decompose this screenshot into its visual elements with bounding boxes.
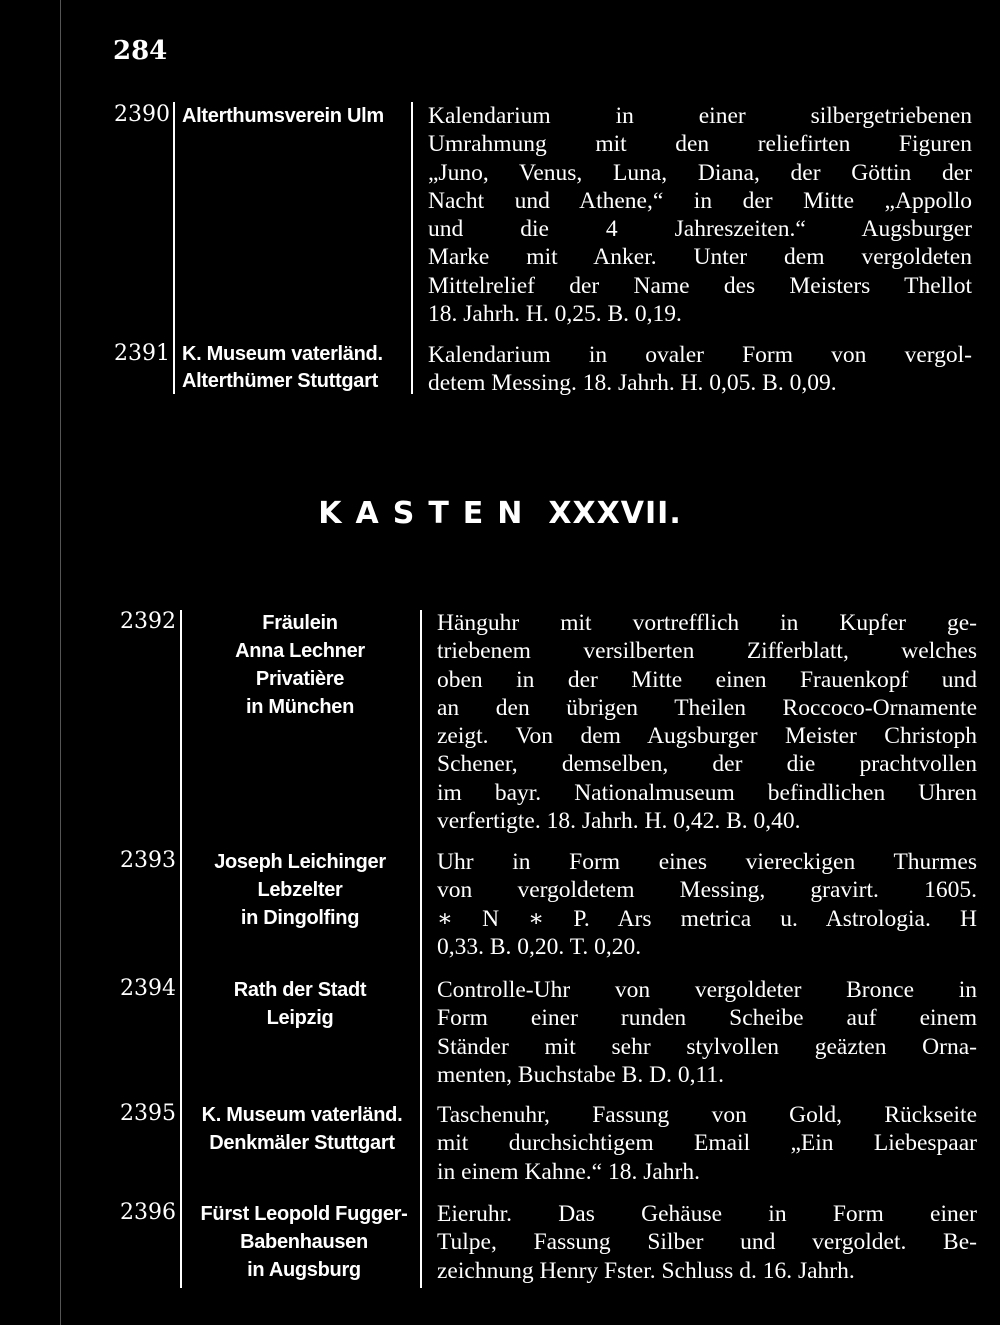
- description-line: in einem Kahne.“ 18. Jahrh.: [437, 1158, 700, 1185]
- entry-lender: [184, 848, 416, 932]
- lender-line: Joseph Leichinger: [214, 851, 386, 873]
- description-line: „Juno, Venus, Luna, Diana, der Göttin der: [428, 159, 972, 186]
- description-line: Form einer runden Scheibe auf einem: [437, 1005, 977, 1032]
- description-line: Hänguhr mit vortrefflich in Kupfer ge-: [437, 610, 977, 636]
- entry-number: 2394: [120, 976, 176, 1001]
- lender-line: Anna Lechner: [235, 640, 365, 662]
- description-line: menten, Buchstabe B. D. 0,11.: [437, 1061, 724, 1088]
- column-divider-right: [420, 610, 422, 1288]
- lender-line: in Dingolfing: [240, 907, 360, 929]
- description-line: detem Messing. 18. Jahrh. H. 0,05. B. 0,09.: [428, 370, 837, 397]
- description-line: und die 4 Jahreszeiten.“ Augsburger: [428, 216, 972, 243]
- lender-line: Rath der Stadt: [233, 979, 367, 1001]
- lender-line: Alterthumsverein Ulm: [182, 105, 384, 127]
- lender-line: Denkmäler Stuttgart: [209, 1132, 395, 1154]
- page-number: 284: [113, 36, 168, 66]
- description-line: ∗ N ∗ P. Ars metrica u. Astrologia. H: [437, 905, 977, 932]
- lender-line: Fräulein: [262, 612, 338, 634]
- entry-number: 2396: [120, 1200, 176, 1225]
- heading-numeral: XXXVII.: [548, 496, 682, 531]
- description-line: mit durchsichtigem Email „Ein Liebespaar: [437, 1130, 977, 1157]
- lender-line: Fürst Leopold Fugger-: [200, 1203, 408, 1225]
- lender-line: in Augsburg: [247, 1259, 361, 1281]
- lender-line: Babenhausen: [240, 1231, 368, 1253]
- entry-description: [437, 976, 977, 1089]
- description-line: Taschenuhr, Fassung von Gold, Rückseite: [437, 1102, 977, 1128]
- description-line: Ständer mit sehr stylvollen geäzten Orna-: [437, 1033, 977, 1060]
- lender-line: Alterthümer Stuttgart: [182, 370, 378, 392]
- entry-lender: [184, 976, 416, 1032]
- entry-description: [437, 609, 977, 835]
- entry-lender: [182, 341, 408, 395]
- entry-number: 2391: [114, 341, 170, 366]
- entry-lender: [184, 609, 416, 721]
- description-line: triebenem versilberten Zifferblatt, welches: [437, 638, 977, 665]
- entry-description: [428, 102, 972, 328]
- description-line: Mittelrelief der Name des Meisters Thellot: [428, 272, 972, 299]
- column-divider-left: [180, 610, 182, 1288]
- section-heading: [0, 496, 1000, 531]
- column-divider-right: [411, 102, 413, 394]
- description-line: zeigt. Von dem Augsburger Meister Christoph: [437, 723, 977, 750]
- description-line: Schener, demselben, der die prachtvollen: [437, 751, 977, 778]
- description-line: Tulpe, Fassung Silber und vergoldet. Be-: [437, 1229, 977, 1256]
- description-line: an den übrigen Theilen Roccoco-Ornamente: [437, 694, 977, 721]
- lender-line: Privatière: [255, 668, 345, 690]
- entry-description: [428, 341, 972, 398]
- description-line: Kalendarium in ovaler Form von vergol-: [428, 342, 972, 368]
- description-line: verfertigte. 18. Jahrh. H. 0,42. B. 0,40.: [437, 808, 801, 835]
- page-edge-line: [60, 0, 61, 1325]
- description-line: von vergoldetem Messing, gravirt. 1605.: [437, 877, 977, 904]
- lender-line: in München: [245, 696, 355, 718]
- description-line: Umrahmung mit den reliefirten Figuren: [428, 131, 972, 158]
- description-line: oben in der Mitte einen Frauenkopf und: [437, 666, 977, 693]
- lender-line: K. Museum vaterländ.: [182, 343, 383, 365]
- entry-lender: [184, 1200, 424, 1284]
- entry-description: [437, 848, 977, 961]
- entry-number: 2395: [120, 1101, 176, 1126]
- entry-lender: [184, 1101, 420, 1157]
- description-line: Uhr in Form eines viereckigen Thurmes: [437, 849, 977, 875]
- entry-number: 2390: [114, 102, 170, 127]
- entry-lender: [182, 102, 408, 130]
- description-line: Eieruhr. Das Gehäuse in Form einer: [437, 1201, 977, 1227]
- lender-line: Leipzig: [266, 1007, 334, 1029]
- lender-line: K. Museum vaterländ.: [201, 1104, 403, 1126]
- heading-word: KASTEN: [318, 496, 537, 531]
- entry-number: 2392: [120, 609, 176, 634]
- description-line: 0,33. B. 0,20. T. 0,20.: [437, 933, 642, 960]
- description-line: Controlle-Uhr von vergoldeter Bronce in: [437, 977, 977, 1003]
- column-divider-left: [173, 102, 175, 394]
- entry-description: [437, 1200, 977, 1285]
- description-line: 18. Jahrh. H. 0,25. B. 0,19.: [428, 301, 682, 328]
- description-line: Nacht und Athene,“ in der Mitte „Appollo: [428, 187, 972, 214]
- description-line: Marke mit Anker. Unter dem vergoldeten: [428, 244, 972, 271]
- entry-description: [437, 1101, 977, 1186]
- description-line: Kalendarium in einer silbergetriebenen: [428, 103, 972, 129]
- description-line: zeichnung Henry Fster. Schluss d. 16. Jahrh.: [437, 1257, 855, 1284]
- description-line: im bayr. Nationalmuseum befindlichen Uhren: [437, 779, 977, 806]
- lender-line: Lebzelter: [257, 879, 343, 901]
- entry-number: 2393: [120, 848, 176, 873]
